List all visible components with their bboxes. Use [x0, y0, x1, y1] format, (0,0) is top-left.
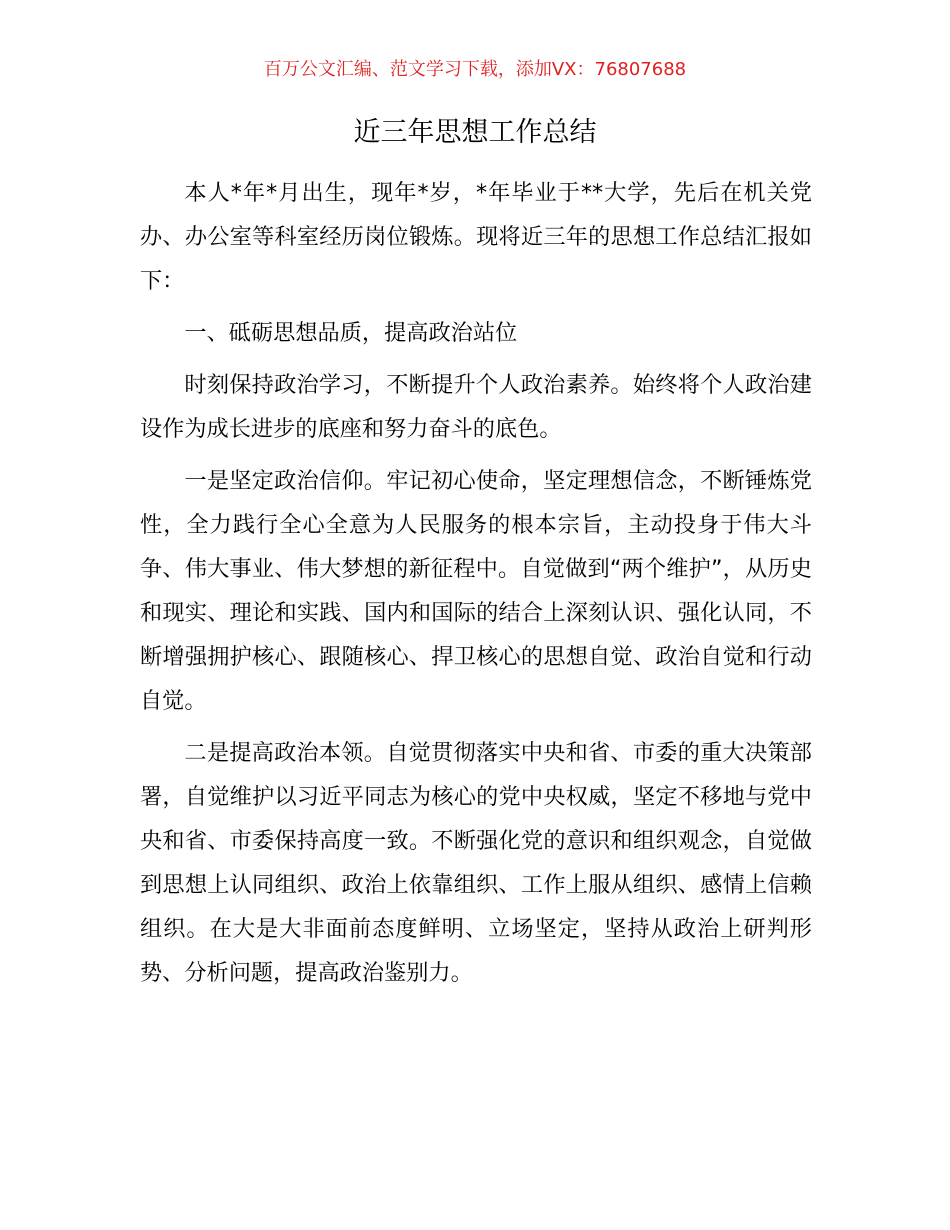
document-body	[140, 171, 812, 1003]
body-paragraph: 二是提高政治本领。自觉贯彻落实中央和省、市委的重大决策部署，自觉维护以习近平同志为核心的党中央权威，坚定不移地与党中央和省、市委保持高度一致。不断强化党的意识和组织观念，自觉做到思想上认同组织、政治上依靠组织、工作上服从组织、感情上信赖组织。在大是大非面前态度鲜明、立场坚定，坚持从政治上研判形势、分析问题，提高政治鉴别力。	[140, 740, 812, 986]
page-title: 近三年思想工作总结	[353, 117, 597, 148]
body-paragraph: 一是坚定政治信仰。牢记初心使命，坚定理想信念，不断锤炼党性，全力践行全心全意为人民服务的根本宗旨，主动投身于伟大斗争、伟大事业、伟大梦想的新征程中。自觉做到“两个维护”，从历史和现实、理论和实践、国内和国际的结合上深刻认识、强化认同，不断增强拥护核心、跟随核心、捍卫核心的思想自觉、政治自觉和行动自觉。	[140, 468, 812, 714]
header-watermark-note: 百万公文汇编、范文学习下载，添加VX：76807688	[263, 59, 687, 80]
section-heading: 一、砥砺思想品质，提高政治站位	[184, 320, 518, 346]
body-paragraph: 时刻保持政治学习，不断提升个人政治素养。始终将个人政治建设作为成长进步的底座和努力奋斗的底色。	[140, 372, 812, 442]
intro-paragraph: 本人*年*月出生，现年*岁，*年毕业于**大学，先后在机关党办、办公室等科室经历岗位锻炼。现将近三年的思想工作总结汇报如下：	[140, 180, 812, 294]
